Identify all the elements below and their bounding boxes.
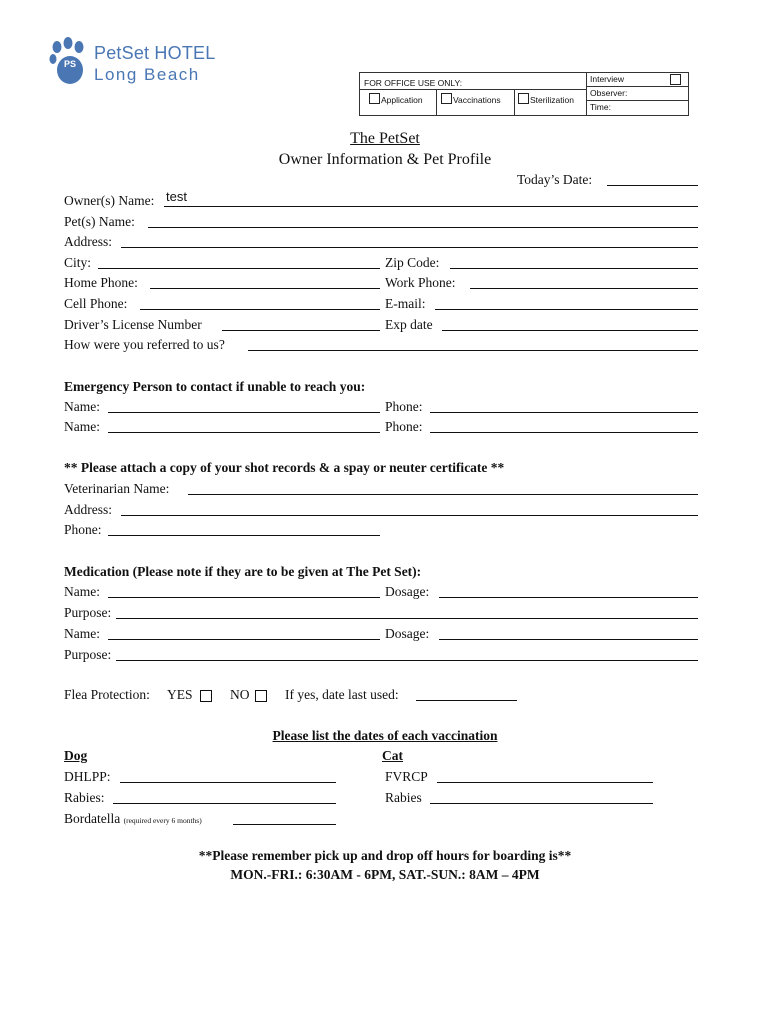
home-phone-field[interactable] — [150, 288, 380, 289]
hours-schedule: MON.-FRI.: 6:30AM - 6PM, SAT.-SUN.: 8AM – 4PM — [230, 867, 540, 882]
owners-name-value: test — [166, 189, 187, 204]
time-label: Time: — [590, 102, 611, 112]
emergency-name-label: Name: — [64, 419, 100, 434]
owners-name-label: Owner(s) Name: — [64, 193, 155, 208]
logo-title: PetSet HOTEL — [94, 43, 216, 63]
zip-label: Zip Code: — [385, 255, 440, 270]
emergency-heading: Emergency Person to contact if unable to reach you: — [64, 379, 366, 394]
svg-text:PS: PS — [64, 59, 77, 69]
work-phone-label: Work Phone: — [385, 275, 456, 290]
emergency-name-label: Name: — [64, 399, 100, 414]
license-field[interactable] — [222, 330, 380, 331]
emergency-phone-label: Phone: — [385, 399, 423, 414]
office-use-box — [359, 72, 689, 116]
form-title: The PetSet — [350, 130, 420, 147]
pets-name-field[interactable] — [148, 227, 698, 228]
paw-icon — [48, 37, 92, 87]
flea-no-label: NO — [230, 687, 250, 702]
city-field[interactable] — [98, 268, 380, 269]
logo-subtitle: Long Beach — [94, 65, 200, 84]
emergency-name-field[interactable] — [108, 432, 380, 433]
referred-label: How were you referred to us? — [64, 337, 225, 352]
vaccinations-check[interactable]: Vaccinations — [437, 90, 515, 115]
checkbox-icon[interactable] — [441, 93, 452, 104]
home-phone-label: Home Phone: — [64, 275, 138, 290]
med-name-field[interactable] — [108, 597, 380, 598]
flea-yes-checkbox[interactable] — [200, 690, 212, 702]
med-name-field[interactable] — [108, 639, 380, 640]
logo — [48, 37, 218, 87]
med-name-label: Name: — [64, 626, 100, 641]
emergency-phone-field[interactable] — [430, 432, 698, 433]
todays-date-field[interactable] — [607, 185, 698, 186]
emergency-name-field[interactable] — [108, 412, 380, 413]
address-field[interactable] — [121, 247, 698, 248]
dog-heading: Dog — [64, 748, 88, 763]
bordatella-note: (required every 6 months) — [123, 816, 202, 825]
medication-heading: Medication (Please note if they are to be given at The Pet Set): — [64, 564, 422, 579]
interview-checkbox[interactable] — [670, 74, 681, 85]
form-subtitle: Owner Information & Pet Profile — [278, 151, 492, 168]
dosage-label: Dosage: — [385, 626, 430, 641]
cat-heading: Cat — [382, 748, 403, 763]
purpose-field[interactable] — [116, 660, 698, 661]
rabies-cat-field[interactable] — [430, 803, 653, 804]
referred-field[interactable] — [248, 350, 698, 351]
emergency-phone-field[interactable] — [430, 412, 698, 413]
dosage-label: Dosage: — [385, 584, 430, 599]
purpose-label: Purpose: — [64, 647, 112, 662]
city-label: City: — [64, 255, 92, 270]
dosage-field[interactable] — [439, 597, 698, 598]
exp-date-field[interactable] — [442, 330, 698, 331]
application-check[interactable]: Application — [360, 90, 437, 115]
dhlpp-label: DHLPP: — [64, 769, 111, 784]
vet-name-label: Veterinarian Name: — [64, 481, 170, 496]
interview-label: Interview — [590, 74, 625, 84]
rabies-dog-field[interactable] — [113, 803, 336, 804]
vet-phone-field[interactable] — [108, 535, 380, 536]
work-phone-field[interactable] — [470, 288, 698, 289]
zip-field[interactable] — [450, 268, 698, 269]
cell-phone-field[interactable] — [140, 309, 380, 310]
fvrcp-field[interactable] — [437, 782, 653, 783]
flea-no-checkbox[interactable] — [255, 690, 267, 702]
vet-name-field[interactable] — [188, 494, 698, 495]
observer-label: Observer: — [590, 88, 628, 98]
vaccination-heading: Please list the dates of each vaccination — [272, 728, 498, 743]
rabies-dog-label: Rabies: — [64, 790, 105, 805]
todays-date-label: Today’s Date: — [517, 172, 593, 187]
checkbox-icon[interactable] — [518, 93, 529, 104]
vet-address-field[interactable] — [121, 515, 698, 516]
pets-name-label: Pet(s) Name: — [64, 214, 135, 229]
flea-yes-label: YES — [167, 687, 193, 702]
vet-address-label: Address: — [64, 502, 112, 517]
sterilization-check[interactable]: Sterilization — [515, 90, 586, 115]
dosage-field[interactable] — [439, 639, 698, 640]
flea-date-label: If yes, date last used: — [285, 687, 399, 702]
checkbox-icon[interactable] — [369, 93, 380, 104]
bordatella-field[interactable] — [233, 824, 336, 825]
rabies-cat-label: Rabies — [385, 790, 422, 805]
bordatella-label: Bordatella (required every 6 months) — [64, 811, 202, 826]
purpose-label: Purpose: — [64, 605, 112, 620]
flea-label: Flea Protection: — [64, 687, 150, 702]
office-caption: FOR OFFICE USE ONLY: — [364, 78, 463, 88]
exp-date-label: Exp date — [385, 317, 433, 332]
license-label: Driver’s License Number — [64, 317, 202, 332]
dhlpp-field[interactable] — [120, 782, 336, 783]
address-label: Address: — [64, 234, 112, 249]
hours-note: **Please remember pick up and drop off hours for boarding is** — [198, 848, 572, 863]
shot-records-heading: ** Please attach a copy of your shot records & a spay or neuter certificate ** — [64, 460, 505, 475]
purpose-field[interactable] — [116, 618, 698, 619]
fvrcp-label: FVRCP — [385, 769, 428, 784]
cell-phone-label: Cell Phone: — [64, 296, 128, 311]
vet-phone-label: Phone: — [64, 522, 102, 537]
email-label: E-mail: — [385, 296, 426, 311]
emergency-phone-label: Phone: — [385, 419, 423, 434]
email-field[interactable] — [435, 309, 698, 310]
flea-date-field[interactable] — [416, 700, 517, 701]
med-name-label: Name: — [64, 584, 100, 599]
owners-name-field[interactable] — [164, 206, 698, 207]
